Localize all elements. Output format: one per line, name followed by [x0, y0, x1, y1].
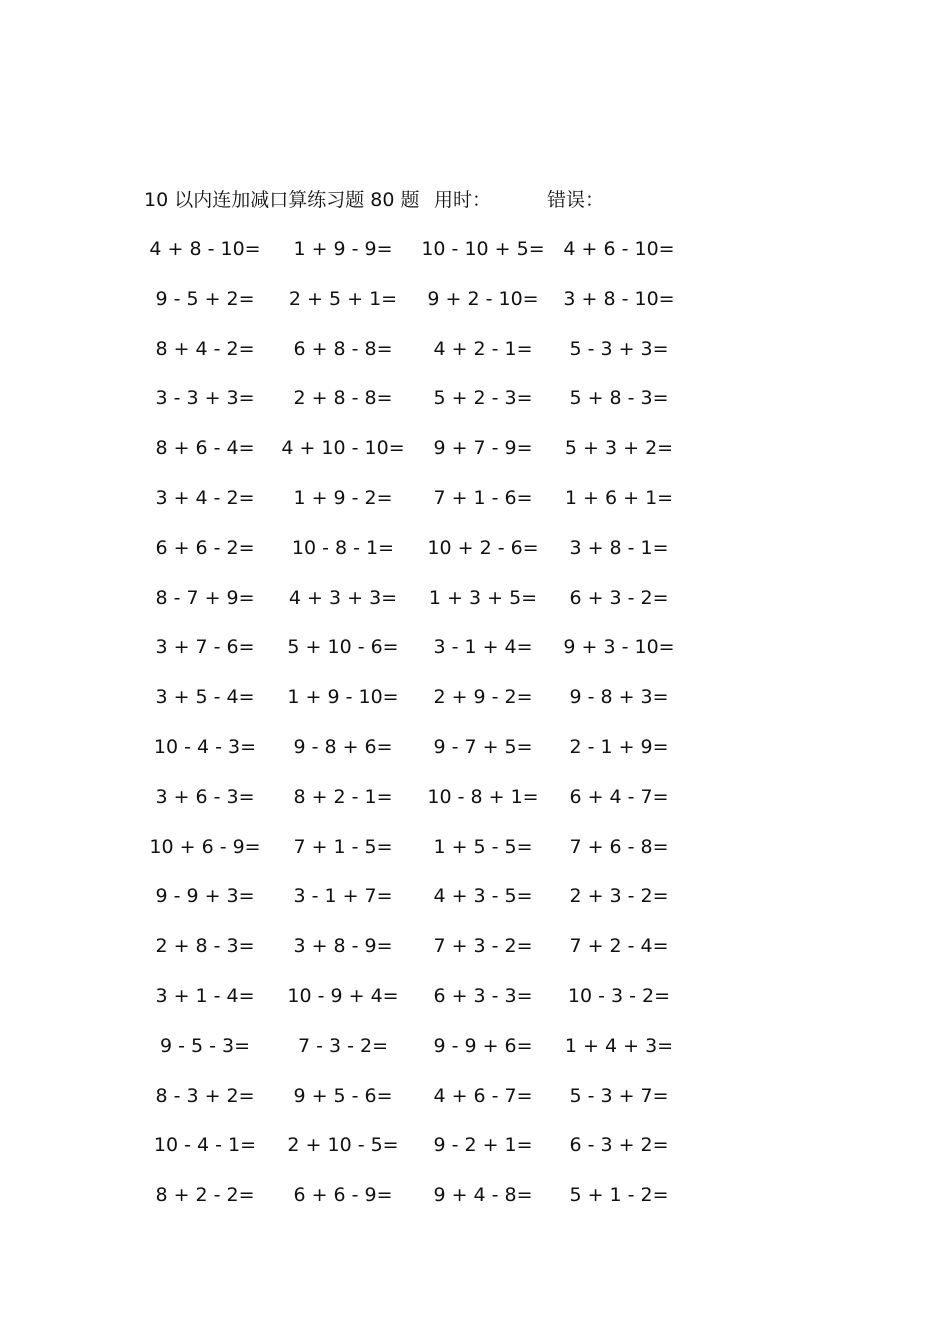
- problem-row: [140, 1130, 700, 1180]
- problem-item: 3 - 3 + 3=: [155, 387, 255, 410]
- problem-item: 2 + 9 - 2=: [433, 686, 533, 709]
- problem-item: 6 + 6 - 9=: [293, 1184, 393, 1207]
- problem-item: 3 + 5 - 4=: [155, 686, 255, 709]
- problem-row: [140, 583, 700, 633]
- problem-item: 6 + 6 - 2=: [155, 536, 255, 559]
- problem-item: 9 - 5 + 2=: [155, 287, 255, 310]
- problem-item: 2 + 10 - 5=: [287, 1134, 399, 1157]
- problem-item: 5 + 2 - 3=: [433, 387, 533, 410]
- problem-row: [140, 1081, 700, 1131]
- problem-item: 4 + 3 - 5=: [433, 885, 533, 908]
- problem-item: 2 + 8 - 3=: [155, 935, 255, 958]
- problem-item: 9 - 9 + 3=: [155, 885, 255, 908]
- problem-item: 9 - 9 + 6=: [433, 1034, 533, 1057]
- problem-item: 10 + 2 - 6=: [427, 536, 539, 559]
- worksheet-title: 10 以内连加减口算练习题 80 题: [144, 189, 420, 211]
- problem-row: [140, 433, 700, 483]
- problem-item: 10 - 8 - 1=: [291, 536, 395, 559]
- problem-item: 3 + 6 - 3=: [155, 785, 255, 808]
- problem-row: [140, 832, 700, 882]
- problem-item: 6 + 8 - 8=: [293, 337, 393, 360]
- problem-row: [140, 483, 700, 533]
- problem-item: 10 - 9 + 4=: [287, 984, 399, 1007]
- problem-item: 2 - 1 + 9=: [569, 735, 669, 758]
- problem-item: 7 - 3 - 2=: [297, 1034, 389, 1057]
- problem-item: 9 - 2 + 1=: [433, 1134, 533, 1157]
- problem-item: 5 + 3 + 2=: [564, 437, 674, 460]
- problem-item: 4 + 2 - 1=: [433, 337, 533, 360]
- problem-row: [140, 334, 700, 384]
- problem-item: 3 - 1 + 7=: [293, 885, 393, 908]
- problem-item: 2 + 3 - 2=: [569, 885, 669, 908]
- problem-item: 5 + 10 - 6=: [287, 636, 399, 659]
- problem-item: 8 + 4 - 2=: [155, 337, 255, 360]
- problem-item: 4 + 6 - 10=: [563, 238, 675, 260]
- problem-item: 3 - 1 + 4=: [433, 636, 533, 659]
- problem-item: 9 + 2 - 10=: [427, 287, 539, 310]
- problem-grid: [140, 234, 700, 1230]
- problem-item: 6 + 3 - 3=: [433, 984, 533, 1007]
- problem-row: [140, 881, 700, 931]
- problem-item: 5 + 8 - 3=: [569, 387, 669, 410]
- problem-row: [140, 383, 700, 433]
- problem-item: 3 + 4 - 2=: [155, 486, 255, 509]
- problem-item: 6 + 3 - 2=: [569, 586, 669, 609]
- problem-item: 7 + 6 - 8=: [569, 835, 669, 858]
- problem-item: 8 + 2 - 2=: [155, 1184, 255, 1207]
- problem-item: 3 + 7 - 6=: [155, 636, 255, 659]
- problem-item: 9 + 4 - 8=: [433, 1184, 533, 1207]
- problem-item: 4 + 8 - 10=: [149, 238, 261, 260]
- problem-item: 4 + 3 + 3=: [288, 586, 398, 609]
- problem-item: 8 + 6 - 4=: [155, 437, 255, 460]
- problem-item: 10 - 4 - 3=: [153, 735, 257, 758]
- problem-item: 7 + 1 - 6=: [433, 486, 533, 509]
- problem-row: [140, 981, 700, 1031]
- problem-row: [140, 632, 700, 682]
- problem-item: 2 + 8 - 8=: [293, 387, 393, 410]
- problem-row: [140, 1180, 700, 1230]
- time-label: 用时：: [434, 189, 492, 211]
- problem-item: 3 + 8 - 1=: [569, 536, 669, 559]
- problem-row: [140, 533, 700, 583]
- problem-row: [140, 682, 700, 732]
- problem-item: 1 + 5 - 5=: [433, 835, 533, 858]
- problem-item: 10 - 10 + 5=: [421, 238, 545, 260]
- problem-item: 1 + 9 - 2=: [293, 486, 393, 509]
- problem-item: 9 - 5 - 3=: [159, 1034, 251, 1057]
- problem-item: 8 + 2 - 1=: [293, 785, 393, 808]
- problem-row: [140, 732, 700, 782]
- problem-item: 6 - 3 + 2=: [569, 1134, 669, 1157]
- problem-item: 2 + 5 + 1=: [288, 287, 398, 310]
- problem-item: 5 + 1 - 2=: [569, 1184, 669, 1207]
- problem-item: 6 + 4 - 7=: [569, 785, 669, 808]
- problem-item: 9 - 7 + 5=: [433, 735, 533, 758]
- problem-item: 3 + 8 - 10=: [563, 287, 675, 310]
- problem-item: 8 - 3 + 2=: [155, 1084, 255, 1107]
- problem-row: [140, 782, 700, 832]
- problem-item: 1 + 4 + 3=: [564, 1034, 674, 1057]
- problem-item: 8 - 7 + 9=: [155, 586, 255, 609]
- problem-item: 10 + 6 - 9=: [149, 835, 261, 858]
- problem-item: 9 + 5 - 6=: [293, 1084, 393, 1107]
- problem-item: 10 - 8 + 1=: [427, 785, 539, 808]
- problem-item: 9 - 8 + 3=: [569, 686, 669, 709]
- problem-item: 9 - 8 + 6=: [293, 735, 393, 758]
- problem-item: 7 + 3 - 2=: [433, 935, 533, 958]
- problem-item: 3 + 8 - 9=: [293, 935, 393, 958]
- problem-item: 3 + 1 - 4=: [155, 984, 255, 1007]
- problem-item: 4 + 10 - 10=: [281, 437, 405, 460]
- problem-item: 5 - 3 + 3=: [569, 337, 669, 360]
- problem-item: 4 + 6 - 7=: [433, 1084, 533, 1107]
- problem-item: 9 + 7 - 9=: [433, 437, 533, 460]
- problem-item: 1 + 9 - 9=: [293, 238, 393, 260]
- problem-item: 7 + 2 - 4=: [569, 935, 669, 958]
- problem-row: [140, 234, 700, 284]
- problem-item: 9 + 3 - 10=: [563, 636, 675, 659]
- problem-row: [140, 284, 700, 334]
- problem-row: [140, 1031, 700, 1081]
- problem-item: 10 - 3 - 2=: [567, 984, 671, 1007]
- problem-item: 1 + 3 + 5=: [428, 586, 538, 609]
- problem-item: 5 - 3 + 7=: [569, 1084, 669, 1107]
- problem-item: 7 + 1 - 5=: [293, 835, 393, 858]
- error-label: 错误：: [547, 189, 605, 211]
- problem-item: 1 + 6 + 1=: [564, 486, 674, 509]
- problem-item: 10 - 4 - 1=: [153, 1134, 257, 1157]
- problem-row: [140, 931, 700, 981]
- problem-item: 1 + 9 - 10=: [287, 686, 399, 709]
